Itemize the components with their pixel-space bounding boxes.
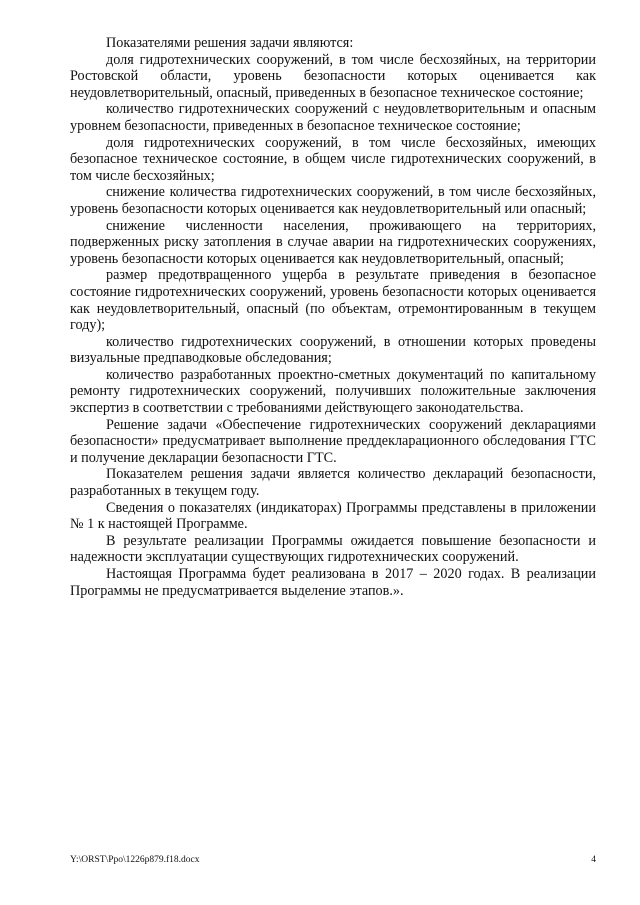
- paragraph-4: доля гидротехнических сооружений, в том числе бесхозяйных, имеющих безопасное техническое состояние, в общем числе гидротехнических сооружений, в том числе бесхозяйных;: [70, 134, 596, 184]
- paragraph-7: размер предотвращенного ущерба в результате приведения в безопасное состояние гидротехнических сооружений, уровень безопасности которых оценивается как неудовлетворительный, опасный (по объектам, отремонтированным в текущем году);: [70, 267, 596, 334]
- page-footer: [70, 855, 596, 865]
- document-body: [70, 35, 596, 599]
- paragraph-10: Решение задачи «Обеспечение гидротехнических сооружений декларациями безопасности» предусматривает выполнение преддекларационного обследования ГТС и получение декларации безопасности ГТС.: [70, 416, 596, 466]
- file-path: Y:\ORST\Ppo\1226p879.f18.docx: [70, 855, 200, 865]
- paragraph-3: количество гидротехнических сооружений с неудовлетворительным и опасным уровнем безопасности, приведенных в безопасное техническое состояние;: [70, 101, 596, 134]
- paragraph-13: В результате реализации Программы ожидается повышение безопасности и надежности эксплуатации существующих гидротехнических сооружений.: [70, 532, 596, 566]
- paragraph-1: Показателями решения задачи являются:: [106, 35, 354, 51]
- paragraph-9: количество разработанных проектно-сметных документаций по капитальному ремонту гидротехнических сооружений, получивших положительные заключения экспертиз в соответствии с требованиями действующего законодательства.: [70, 366, 596, 417]
- paragraph-12: Сведения о показателях (индикаторах) Программы представлены в приложении № 1 к настоящей Программе.: [70, 499, 596, 533]
- page-number: 4: [591, 855, 596, 865]
- paragraph-11: Показателем решения задачи является количество деклараций безопасности, разработанных в текущем году.: [70, 466, 596, 500]
- paragraph-5: снижение количества гидротехнических сооружений, в том числе бесхозяйных, уровень безопасности которых оценивается как неудовлетворительный или опасный;: [70, 184, 596, 217]
- paragraph-6: снижение численности населения, проживающего на территориях, подверженных риску затопления в случае аварии на гидротехнических сооружениях, уровень безопасности которых оценивается как неудовлетворительный, опасный;: [70, 217, 596, 267]
- paragraph-2: доля гидротехнических сооружений, в том числе бесхозяйных, на территории Ростовской области, уровень безопасности которых оценивается как неудовлетворительный, опасный, приведенных в безопасное техническое состояние;: [70, 51, 596, 101]
- paragraph-8: количество гидротехнических сооружений, в отношении которых проведены визуальные предпаводковые обследования;: [70, 333, 596, 367]
- paragraph-14: Настоящая Программа будет реализована в 2017 – 2020 годах. В реализации Программы не предусматривается выделение этапов.».: [70, 566, 596, 599]
